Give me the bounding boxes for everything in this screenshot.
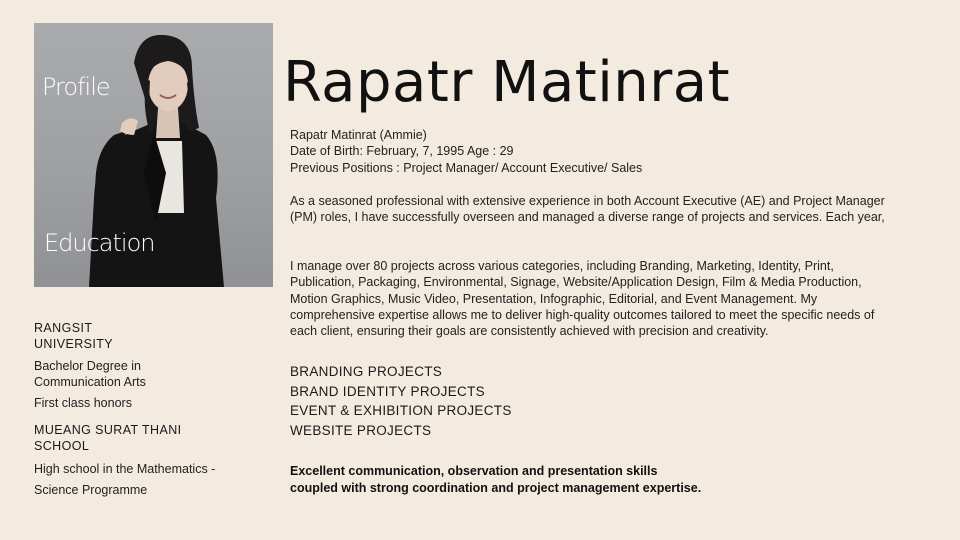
school-name-line-2: SCHOOL [34,439,90,454]
education-university [34,320,254,411]
skills-line-1: Excellent communication, observation and presentation skills [290,464,658,478]
school-name-line-1: MUEANG SURAT THANI [34,423,182,437]
full-name: Rapatr Matinrat (Ammie) [290,128,427,142]
summary-paragraph-2: I manage over 80 projects across various categories, including Branding, Marketing, Identity, Print, Publication, Packaging, Environmental, Signage, Website/Application Design, Film & Media Production, Motion Graphics, Music Video, Presentation, Infographic, Editorial, and Event Management. My comprehensive expertise allows me to deliver high-quality outcomes tailored to meet the specific needs of each client, ensuring their goals are consistently achieved with precision and creativity. [290,259,875,339]
personal-info [290,127,890,176]
university-name-line-2: UNIVERSITY [34,337,114,352]
education-school [34,422,254,498]
program-line-1: High school in the Mathematics - [34,461,216,476]
skills-line-2: coupled with strong coordination and project management expertise. [290,480,702,495]
profile-photo [34,23,273,287]
skills-statement [290,463,770,496]
project-item: BRAND IDENTITY PROJECTS [290,383,485,399]
photo-label-profile: Profile [42,73,110,101]
degree-line-1: Bachelor Degree in [34,358,142,373]
university-name-line-1: RANGSIT [34,321,93,335]
program-line-2: Science Programme [34,482,148,497]
date-of-birth: Date of Birth: February, 7, 1995 Age : 29 [290,144,514,159]
projects-list [290,362,512,440]
previous-positions: Previous Positions : Project Manager/ Account Executive/ Sales [290,160,643,175]
project-item: WEBSITE PROJECTS [290,422,432,438]
photo-label-education: Education [44,229,155,257]
project-item: EVENT & EXHIBITION PROJECTS [290,403,512,418]
project-item: BRANDING PROJECTS [290,364,443,379]
summary-paragraph-1: As a seasoned professional with extensive experience in both Account Executive (AE) and Project Manager (PM) roles, I have successfully overseen and managed a diverse range of projects and services. Each year, [290,194,885,225]
degree-line-2: Communication Arts [34,374,146,389]
page-title: Rapatr Matinrat [283,50,731,115]
honors: First class honors [34,396,132,411]
